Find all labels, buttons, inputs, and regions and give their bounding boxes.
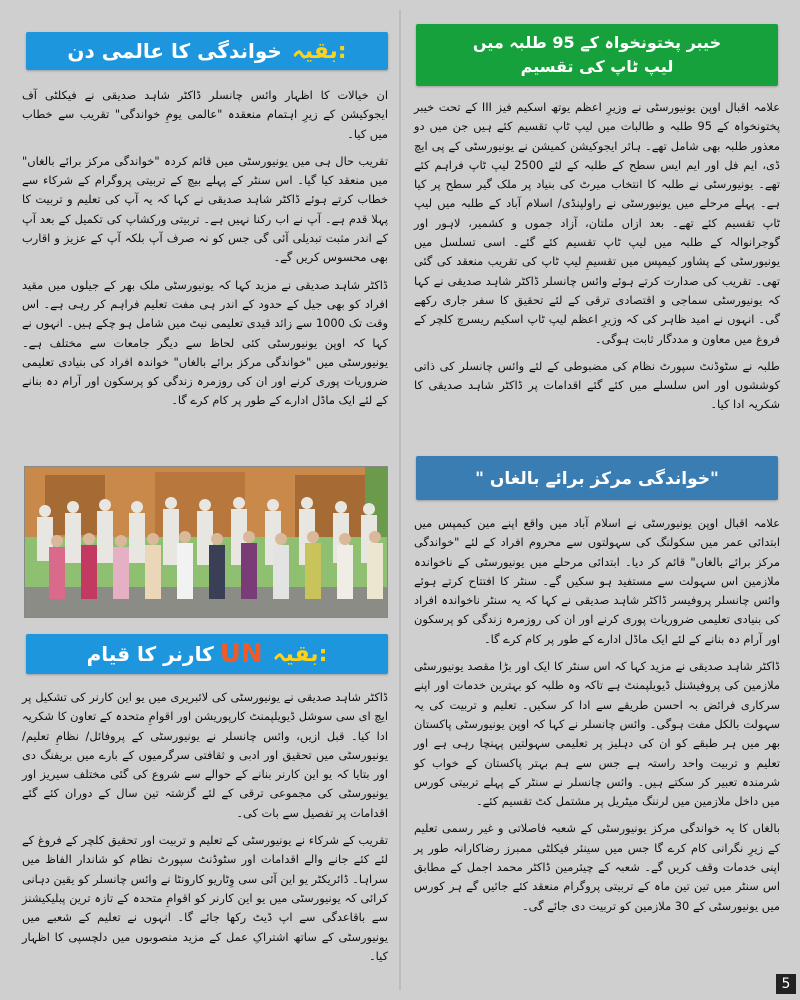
banner-title: کارنر کا قیام xyxy=(86,642,214,666)
banner-title: خواندگی کا عالمی دن xyxy=(67,39,282,63)
left-column xyxy=(18,0,390,1000)
literacy-day-article xyxy=(22,86,388,458)
laptop-distribution-banner xyxy=(416,24,778,86)
page-number: 5 xyxy=(776,974,796,994)
banner-title-line1: خیبر پختونخواہ کے 95 طلبہ میں xyxy=(472,33,722,52)
paragraph: ڈاکٹر شاہد صدیقی نے یونیورسٹی کی لائبریری میں یو این کارنر کی تشکیل پر ایچ ای سی سوشل ڈیویلپمنٹ کارپوریشن اور اقوامِ متحدہ کے تعاون کا شکریہ ادا کیا۔ قبل ازیں، وائس چانسلر نے یونیورسٹی کے پروفائل/ نظامِ تعلیم/ یونیورسٹی میں تحقیق اور ادبی و ثقافتی سرگرمیوں کے بارے میں بریفنگ دی اور بتایا کہ یو این کارنر بنانے کے حوالے سے شروع کی گئی مختلف سیریز اور یونیورسٹی کی مجموعی ترقی کے لئے گزشتہ تین سال کے دوران کئے گئے اقدامات پر تفصیل سے بات کی۔ xyxy=(22,690,388,820)
banner-title: " خواندگی مرکز برائے بالغاں" xyxy=(475,468,719,489)
group-photo xyxy=(24,466,388,618)
paragraph: ڈاکٹر شاہد صدیقی نے مزید کہا کہ یونیورسٹی ملک بھر کے جیلوں میں مقید افراد کو بھی جیل کے حدود کے اندر ہی مفت تعلیم فراہم کر رہی ہے۔ اس وقت تک 1000 سے زائد قیدی تعلیمی نیٹ میں شامل ہو چکے ہیں۔ انہوں نے کہا کہ اوپن یونیورسٹی کئی لحاظ سے دیگر جامعات سے مختلف ہے۔ یونیورسٹی میں "خواندگی مرکز برائے بالغاں" خواندہ افراد کی بنیادی تعلیمی ضروریات پوری کرنے اور ان کی روزمرہ زندگی کو پرسکون اور آرام دہ بنانے کے لئے ایک ماڈل ادارے کے طور پر کام کرے گا۔ xyxy=(22,277,388,408)
adult-literacy-center-article xyxy=(414,514,780,988)
paragraph: ڈاکٹر شاہد صدیقی نے مزید کہا کہ اس سنٹر کا ایک اور بڑا مقصد یونیورسٹی ملازمین کی پروفیشنل ڈیویلپمنٹ ہے تاکہ وہ طلبہ کو بہترین خدمات اور اپنے سرکاری فرائض بہ احسن طریقے سے ادا کر سکیں۔ تعلیم و تربیت کی یہ سہولت بالکل مفت ہوگی۔ وائس چانسلر نے کہا کہ اوپن یونیورسٹی پاکستان بھر میں ہر طبقے کو ان کی دہلیز پر تعلیمی سہولتیں پہنچا رہی ہے اور تعلیم و تربیت واحد راستہ ہے جس سے ہم بہتر پاکستان کے خواب کو شرمندہ تعبیر کر سکتے ہیں۔ وائس چانسلر نے سنٹر کے پہلے تربیتی کورس میں داخل ملازمین میں لرننگ میٹریل پر مشتمل کٹ تقسیم کئے۔ xyxy=(414,659,780,809)
banner-title-line2: لیپ ٹاپ کی تقسیم xyxy=(520,57,674,76)
un-label: UN xyxy=(219,639,263,669)
right-column xyxy=(410,0,784,1000)
paragraph: ان خیالات کا اظہار وائس چانسلر ڈاکٹر شاہد صدیقی نے فیکلٹی آف ایجوکیشن کے زیرِ اہتمام منعقدہ "عالمی یومِ خواندگی" تقریب سے خطاب میں کیا۔ xyxy=(22,88,388,141)
paragraph: علامہ اقبال اوپن یونیورسٹی نے وزیرِ اعظم یوتھ اسکیم فیز III کے تحت خیبر پختونخواہ کے 95 طلبہ و طالبات میں لیپ ٹاپ تقسیم کئے ہیں جن میں دو معذور طلبہ بھی شامل تھے۔ ہائر ایجوکیشن کمیشن نے یونیورسٹی کے پی ایچ ڈی، ایم فل اور ایم ایس سطح کے طلبہ کے لئے 2500 لیپ ٹاپ فراہم کئے تھے۔ یونیورسٹی نے طلبہ کا انتخاب میرٹ کی بنیاد پر ملک گیر سطح پر کیا ہے۔ پہلے مرحلے میں یونیورسٹی نے راولپنڈی/ اسلام آباد کے طلبہ میں لیپ ٹاپ تقسیم کئے تھے۔ بعد ازاں ملتان، آزاد جموں و کشمیر، لاہور اور گوجرانوالہ کے طلبہ میں لیپ ٹاپ تقسیم کئے گئے۔ اسی تسلسل میں یونیورسٹی کے پشاور کیمپس میں تقسیمِ لیپ ٹاپ کی تقریب منعقد کی گئی تھی۔ تقریب کی صدارت کرتے ہوئے وائس چانسلر ڈاکٹر شاہد صدیقی نے کہا کہ یونیورسٹی سماجی و اقتصادی ترقی کے لئے تحقیق کا سفر جاری رکھے گی۔ انہوں نے امید ظاہر کی کہ وزیرِ اعظم لیپ ٹاپ اسکیم ریسرچ کلچر کے فروغ میں معاون و مددگار ثابت ہوگی۔ xyxy=(414,100,781,346)
un-corner-banner xyxy=(26,634,388,674)
paragraph: بالغاں کا یہ خواندگی مرکز یونیورسٹی کے شعبہ فاصلاتی و غیر رسمی تعلیم کے زیرِ نگرانی کام کرے گا جس میں سینئر فیکلٹی ممبرز رضاکارانہ طور پر اپنی خدمات وقف کریں گے۔ شعبہ کے چیئرمین ڈاکٹر محمد اجمل کے مطابق اس سنٹر میں تین تین ماہ کے تربیتی پروگرام منعقد کئے جائیں گے ہر کورس میں یونیورسٹی کے 30 ملازمین کو تربیت دی جائے گی۔ xyxy=(414,821,780,913)
paragraph: علامہ اقبال اوپن یونیورسٹی نے اسلام آباد میں واقع اپنے مین کیمپس میں ابتدائی عمر میں سکولنگ کی سہولتوں سے محروم افراد کے لئے "خواندگی مرکز برائے بالغاں" قائم کر دیا۔ ابتدائی مرحلے میں یونیورسٹی کے ناخواندہ ملازمین اس سہولت سے مستفید ہو سکیں گے۔ سنٹر کا افتتاح کرتے ہوئے وائس چانسلر پروفیسر ڈاکٹر شاہد صدیقی نے کہا کہ یہ سنٹر ناخواندہ افراد کی بنیادی تعلیمی ضروریات پوری کرنے اور ان کی روزمرہ زندگی کو پرسکون اور آرام دہ بنانے کے لئے ایک ماڈل ادارے کے طور پر کام کرے گا۔ xyxy=(414,516,780,646)
paragraph: طلبہ نے سٹوڈنٹ سپورٹ نظام کی مضبوطی کے لئے وائس چانسلر کی ذاتی کوششوں اور اس سلسلے میں کئے گئے اقدامات پر ڈاکٹر شاہد صدیقی کا شکریہ ادا کیا۔ xyxy=(414,358,780,412)
paragraph: تقریب کے شرکاء نے یونیورسٹی کے تعلیم و تربیت اور تحقیق کلچر کے فروغ کے لئے کئے جانے والے اقدامات اور سٹوڈنٹ سپورٹ نظام کو شاندار الفاظ میں سراہا۔ ڈائریکٹر یو این آئی سی وِٹاریو کارونٹا نے وائس چانسلر کو یقین دہانی کرائی کہ یونیورسٹی میں یو این کارنر کو اقوامِ متحدہ کے تازہ ترین پبلیکیشنز سے باقاعدگی سے اپ ڈیٹ رکھا جائے گا۔ انہوں نے تعلیم کے شعبے میں یونیورسٹی کے ساتھ اشتراکِ عمل کے مزید منصوبوں میں دلچسپی کا اظہار کیا۔ xyxy=(22,833,388,963)
continued-label: بقیہ: xyxy=(291,38,347,64)
un-corner-article xyxy=(22,688,388,988)
adult-literacy-center-banner xyxy=(416,456,778,500)
literacy-day-banner xyxy=(26,32,388,70)
group-photo-image xyxy=(25,467,387,617)
laptop-distribution-article xyxy=(414,98,780,444)
column-divider xyxy=(399,10,401,990)
paragraph: تقریب حال ہی میں یونیورسٹی میں قائم کردہ "خواندگی مرکز برائے بالغاں" میں منعقد کیا گیا۔ اس سنٹر کے پہلے بیچ کے تربیتی پروگرام کے شرکاء سے خطاب کرتے ہوئے ڈاکٹر شاہد صدیقی نے کہا کہ یہ آپ کی تعلیم و تربیت کا پہلا قدم ہے۔ آپ نے اب رکنا نہیں ہے۔ تربیتی ورکشاپ کی تکمیل کے بعد آپ کے اندر مثبت تبدیلی آئی گی جس کو نہ صرف آپ بلکہ آپ کے عزیز و اقارب بھی محسوس کریں گے۔ xyxy=(22,153,388,265)
continued-label: بقیہ: xyxy=(272,641,328,667)
